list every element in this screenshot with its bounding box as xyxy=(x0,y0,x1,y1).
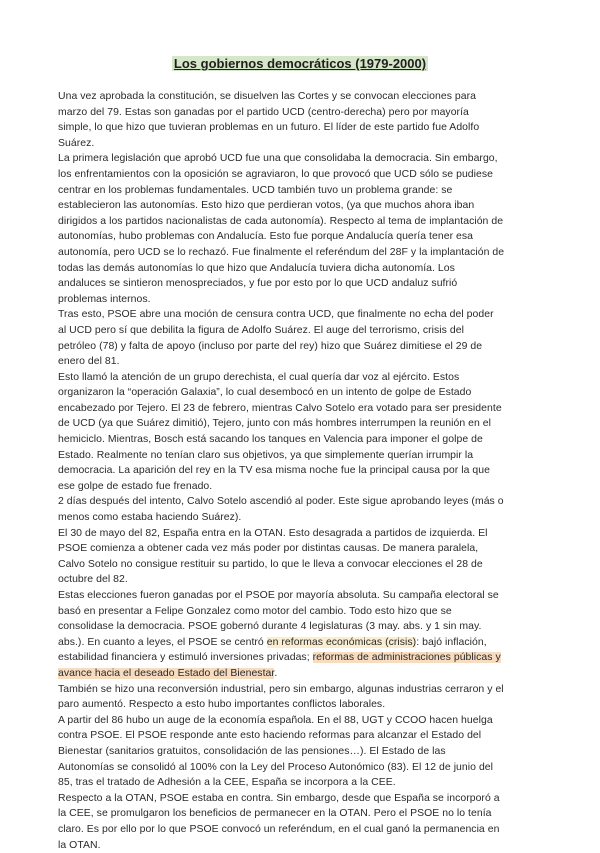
text-line: Autonomías se consolidó al 100% con la Ley del Proceso Autonómico (83). El 12 de junio del xyxy=(58,760,548,776)
text-segment: estabilidad financiera y estimuló inversiones privadas; xyxy=(58,652,313,663)
highlighted-text: reformas de administraciones públicas y xyxy=(313,652,501,663)
text-line: Estado. Realmente no tenían claro sus objetivos, ya que simplemente querían irrumpir la xyxy=(58,448,548,464)
text-line: establecieron las autonomías. Esto hizo que perdieran votos, (ya que muchos ahora iban xyxy=(58,198,548,214)
text-line: encabezado por Tejero. El 23 de febrero, mientras Calvo Sotelo era votado para ser presidente xyxy=(58,401,548,417)
text-line: la CEE, se promulgaron los beneficios de permanecer en la OTAN. Pero el PSOE no lo tenía xyxy=(58,806,548,822)
text-line: centrar en los problemas fundamentales. UCD también tuvo un problema grande: se xyxy=(58,183,548,199)
title-text: Los gobiernos democráticos (1979-2000) xyxy=(172,56,428,71)
text-line: contra PSOE. El PSOE responde ante esto haciendo reformas para alcanzar el Estado del xyxy=(58,728,548,744)
text-line: autonomía, pero UCD se lo rechazó. Fue finalmente el referéndum del 28F y la implantación de xyxy=(58,245,548,261)
text-line: claro. Es por ello por lo que PSOE convocó un referéndum, en el cual ganó la permanencia en xyxy=(58,822,548,838)
text-line: dirigidos a los partidos nacionalistas de cada autonomía). Respecto al tema de implantación de xyxy=(58,214,548,230)
text-line: petróleo (78) y falta de apoyo (incluso por parte del rey) hizo que Suárez dimitiese el 29 de xyxy=(58,339,548,355)
text-line: basó en presentar a Felipe Gonzalez como motor del cambio. Todo esto hizo que se xyxy=(58,604,548,620)
text-line-highlighted xyxy=(58,650,548,666)
text-line: problemas internos. xyxy=(58,292,548,308)
text-segment: : bajó inflación, xyxy=(416,637,486,648)
text-line: democracia. La aparición del rey en la TV esa misma noche fue la principal causa por la que xyxy=(58,463,548,479)
text-line: Una vez aprobada la constitución, se disuelven las Cortes y se convocan elecciones para xyxy=(58,89,548,105)
text-line: PSOE comienza a obtener cada vez más poder por distintas causas. De manera paralela, xyxy=(58,541,548,557)
document-title xyxy=(0,56,600,72)
text-line: andaluces se sintieron menospreciados, y fue por esto por lo que UCD andaluz sufrió xyxy=(58,276,548,292)
text-line: menos como estaba haciendo Suárez). xyxy=(58,510,548,526)
text-line: Estas elecciones fueron ganadas por el PSOE por mayoría absoluta. Su campaña electoral se xyxy=(58,588,548,604)
text-line: al UCD pero sí que debilita la figura de Adolfo Suárez. El auge del terrorismo, crisis del xyxy=(58,323,548,339)
text-line: También se hizo una reconversión industrial, pero sin embargo, algunas industrias cerraron y el xyxy=(58,682,548,698)
text-line: consolidase la democracia. PSOE gobernó durante 4 legislaturas (3 may. abs. y 1 sin may. xyxy=(58,619,548,635)
text-line: Calvo Sotelo no consigue restituir su partido, lo que le lleva a convocar elecciones el 28 de xyxy=(58,557,548,573)
text-line: El 30 de mayo del 82, España entra en la OTAN. Esto desagrada a partidos de izquierda. El xyxy=(58,526,548,542)
text-line: simple, lo que hizo que tuvieran problemas en un futuro. El líder de este partido fue Adolfo xyxy=(58,120,548,136)
text-line: ese golpe de estado fue frenado. xyxy=(58,479,548,495)
text-line: organizaron la “operación Galaxia”, lo cual desembocó en un intento de golpe de Estado xyxy=(58,385,548,401)
text-line: paro aumentó. Respecto a esto hubo importantes conflictos laborales. xyxy=(58,697,548,713)
document-body xyxy=(58,89,548,853)
text-line: todas las demás autonomías lo que hizo que Andalucía tuviera dicha autonomía. Los xyxy=(58,261,548,277)
text-line: Bienestar (sanitarios gratuitos, consolidación de las pensiones…). El Estado de las xyxy=(58,744,548,760)
highlighted-text: avance hacia el deseado Estado del Bienestar xyxy=(58,668,274,679)
text-line-highlighted xyxy=(58,666,548,682)
text-line: de UCD (ya que Suárez dimitió), Tejero, junto con más hombres interrumpen la reunión en el xyxy=(58,416,548,432)
text-line: 85, tras el tratado de Adhesión a la CEE, España se incorpora a la CEE. xyxy=(58,775,548,791)
text-line: A partir del 86 hubo un auge de la economía española. En el 88, UGT y CCOO hacen huelga xyxy=(58,713,548,729)
text-line: marzo del 79. Estas son ganadas por el partido UCD (centro-derecha) pero por mayoría xyxy=(58,105,548,121)
text-segment: . xyxy=(274,668,277,679)
text-line: Tras esto, PSOE abre una moción de censura contra UCD, que finalmente no echa del poder xyxy=(58,307,548,323)
text-line-highlighted xyxy=(58,635,548,651)
text-segment: abs.). En cuanto a leyes, el PSOE se centró xyxy=(58,637,267,648)
text-line: los enfrentamientos con la oposición se agraviaron, lo que provocó que UCD sólo se pudiese xyxy=(58,167,548,183)
text-line: octubre del 82. xyxy=(58,572,548,588)
text-line: Respecto a la OTAN, PSOE estaba en contra. Sin embargo, desde que España se incorporó a xyxy=(58,791,548,807)
text-line: la OTAN. xyxy=(58,838,548,853)
text-line: Esto llamó la atención de un grupo derechista, el cual quería dar voz al ejército. Estos xyxy=(58,370,548,386)
highlighted-text: en reformas económicas (crisis) xyxy=(267,637,416,648)
text-line: 2 días después del intento, Calvo Sotelo ascendió al poder. Este sigue aprobando leyes (más o xyxy=(58,494,548,510)
text-line: Suárez. xyxy=(58,136,548,152)
text-line: La primera legislación que aprobó UCD fue una que consolidaba la democracia. Sin embargo, xyxy=(58,151,548,167)
text-line: enero del 81. xyxy=(58,354,548,370)
text-line: hemiciclo. Mientras, Bosch está sacando los tanques en Valencia para imponer el golpe de xyxy=(58,432,548,448)
text-line: autonomías, hubo problemas con Andalucía. Esto fue porque Andalucía quería tener esa xyxy=(58,229,548,245)
